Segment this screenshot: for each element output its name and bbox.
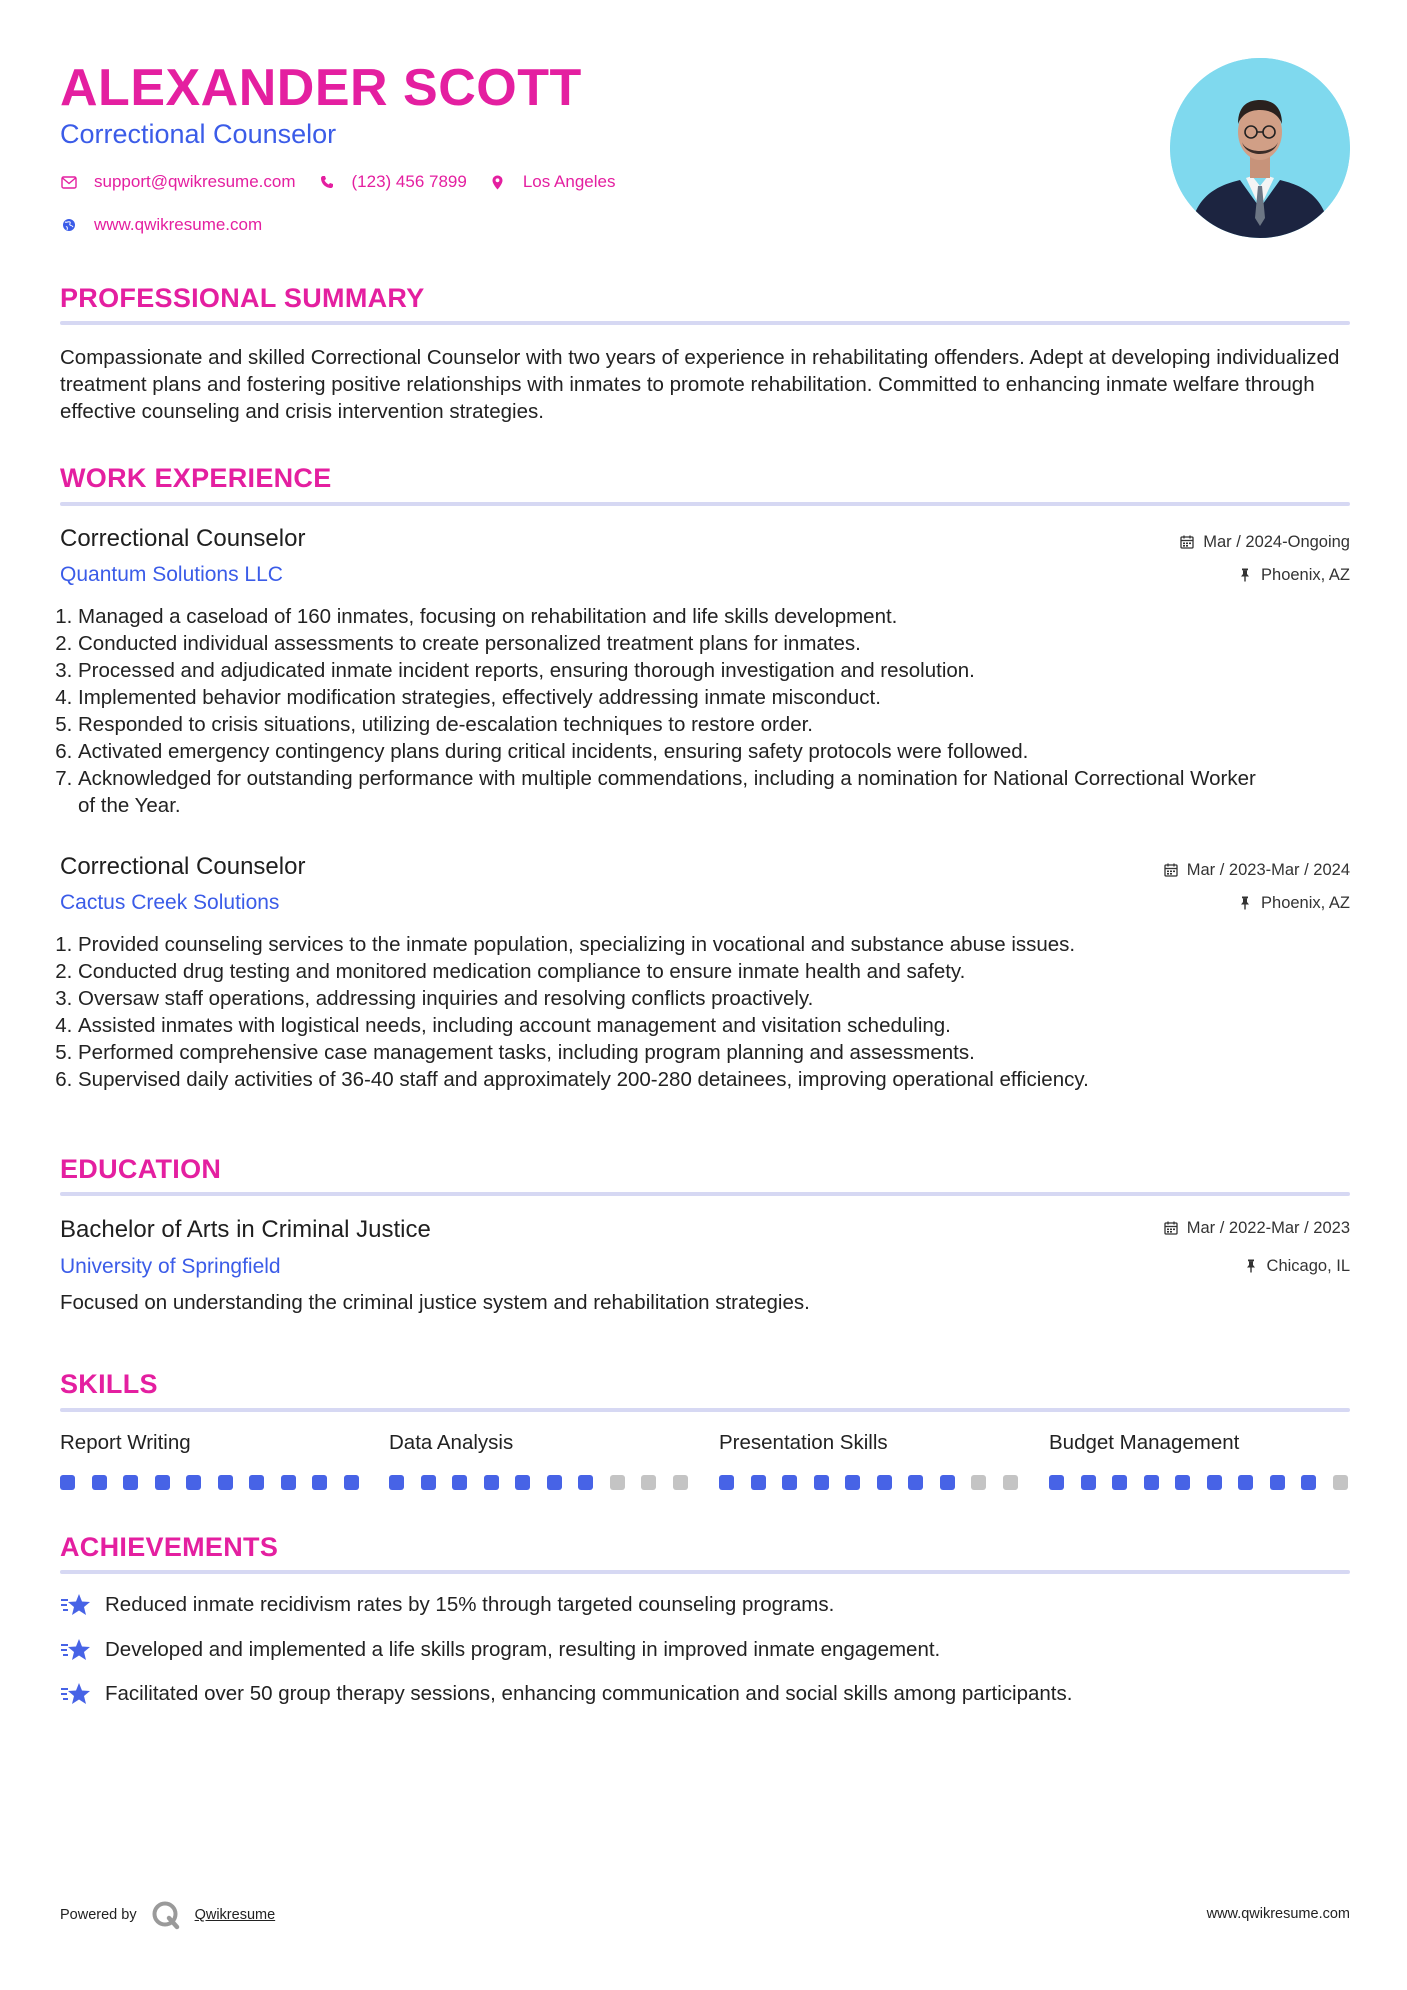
skill-dot-filled [940, 1475, 955, 1490]
achievement-text: Facilitated over 50 group therapy sessions, enhancing communication and social skills among participants. [105, 1682, 1073, 1705]
pushpin-icon [1237, 567, 1253, 583]
skill-name: Report Writing [60, 1431, 191, 1454]
skill-dot-filled [1207, 1475, 1222, 1490]
skill-name: Budget Management [1049, 1431, 1240, 1454]
resume-page [60, 0, 1350, 1990]
skill-dot-filled [344, 1475, 359, 1490]
skill-dot-filled [1112, 1475, 1127, 1490]
candidate-role: Correctional Counselor [60, 119, 337, 149]
skill-dot-filled [782, 1475, 797, 1490]
contact-email[interactable] [60, 172, 296, 192]
location-text: Los Angeles [522, 172, 616, 191]
skill-dot-filled [155, 1475, 170, 1490]
candidate-name: ALEXANDER SCOTT [60, 59, 582, 117]
star-icon [60, 1636, 92, 1664]
skill-level [389, 1475, 704, 1490]
skill-dot-empty [1003, 1475, 1018, 1490]
skill-dot-filled [389, 1475, 404, 1490]
education-dates [1163, 1220, 1350, 1237]
skill-dot-filled [814, 1475, 829, 1490]
calendar-icon [1179, 534, 1195, 550]
list-item: 3. Oversaw staff operations, addressing inquiries and resolving conflicts proactively. [78, 985, 1368, 1012]
achievement-text: Reduced inmate recidivism rates by 15% through targeted counseling programs. [105, 1593, 835, 1616]
job-company: Cactus Creek Solutions [60, 891, 280, 914]
education-description: Focused on understanding the criminal justice system and rehabilitation strategies. [60, 1291, 810, 1314]
summary-text: Compassionate and skilled Correctional Counselor with two years of experience in rehabilitating offenders. Adept at developing individualized treatment plans and fostering positive relationships with inmates to promote rehabilitation. Committed to enhancing inmate welfare through effective counseling and crisis intervention strategies. [60, 346, 1340, 423]
skill-dot-filled [421, 1475, 436, 1490]
pushpin-icon [1243, 1258, 1259, 1274]
brand-link[interactable]: Qwikresume [194, 1907, 276, 1923]
skill-dot-filled [908, 1475, 923, 1490]
skill-dot-filled [123, 1475, 138, 1490]
list-item: 5. Responded to crisis situations, utilizing de-escalation techniques to restore order. [78, 711, 1368, 738]
skill-dot-filled [1175, 1475, 1190, 1490]
skill-level [60, 1475, 375, 1490]
job-location [1237, 567, 1350, 584]
list-item: 3. Processed and adjudicated inmate incident reports, ensuring thorough investigation and resolution. [78, 657, 1368, 684]
job-dates [1179, 534, 1350, 551]
list-item: 2. Conducted drug testing and monitored medication compliance to ensure inmate health and safety. [78, 958, 1368, 985]
job-title: Correctional Counselor [60, 525, 306, 552]
job-bullets [60, 603, 1368, 819]
footer-powered-by [60, 1900, 275, 1930]
section-divider [60, 1408, 1350, 1412]
school-name: University of Springfield [60, 1255, 281, 1278]
skill-dot-filled [1270, 1475, 1285, 1490]
skill-dot-filled [1238, 1475, 1253, 1490]
skill-name: Data Analysis [389, 1431, 514, 1454]
skill-dot-filled [1081, 1475, 1096, 1490]
skill-item [60, 1433, 360, 1454]
skill-dot-filled [877, 1475, 892, 1490]
section-divider [60, 1570, 1350, 1574]
skill-item [1049, 1433, 1349, 1454]
skill-dot-filled [1144, 1475, 1159, 1490]
achievements-title: ACHIEVEMENTS [60, 1532, 279, 1562]
skill-dot-filled [578, 1475, 593, 1490]
skill-dot-filled [751, 1475, 766, 1490]
powered-by-text: Powered by [60, 1907, 137, 1923]
skill-dot-filled [845, 1475, 860, 1490]
list-item: 4. Assisted inmates with logistical needs, including account management and visitation scheduling. [78, 1012, 1368, 1039]
contact-location [489, 172, 616, 192]
experience-title: WORK EXPERIENCE [60, 463, 332, 493]
skill-dot-filled [452, 1475, 467, 1490]
contact-website[interactable] [60, 215, 262, 235]
skill-dot-filled [186, 1475, 201, 1490]
contact-phone[interactable] [318, 172, 467, 192]
skill-dot-empty [673, 1475, 688, 1490]
list-item: 5. Performed comprehensive case management tasks, including program planning and assessments. [78, 1039, 1368, 1066]
profile-photo [1170, 58, 1350, 238]
globe-icon [60, 216, 78, 234]
section-divider [60, 1192, 1350, 1196]
job-dates [1163, 862, 1350, 879]
degree-title: Bachelor of Arts in Criminal Justice [60, 1216, 431, 1243]
map-pin-icon [489, 173, 507, 191]
skill-level [1049, 1475, 1364, 1490]
achievement-item [60, 1680, 1072, 1708]
achievement-item [60, 1636, 940, 1664]
list-item: 6. Supervised daily activities of 36-40 staff and approximately 200-280 detainees, improving operational efficiency. [78, 1066, 1368, 1093]
list-item: 2. Conducted individual assessments to create personalized treatment plans for inmates. [78, 630, 1368, 657]
contact-row-web [60, 215, 284, 235]
contact-row [60, 172, 637, 192]
skill-dot-filled [218, 1475, 233, 1490]
list-item: 6. Activated emergency contingency plans during critical incidents, ensuring safety protocols were followed. [78, 738, 1368, 765]
skill-dot-empty [610, 1475, 625, 1490]
job-location [1237, 895, 1350, 912]
skill-dot-filled [719, 1475, 734, 1490]
skill-dot-filled [312, 1475, 327, 1490]
job-title: Correctional Counselor [60, 853, 306, 880]
skill-dot-empty [1333, 1475, 1348, 1490]
summary-title: PROFESSIONAL SUMMARY [60, 283, 425, 313]
skill-item [719, 1433, 1019, 1454]
skill-dot-empty [641, 1475, 656, 1490]
skill-name: Presentation Skills [719, 1431, 888, 1454]
pushpin-icon [1237, 895, 1253, 911]
website-text: www.qwikresume.com [94, 215, 263, 234]
skill-dot-filled [92, 1475, 107, 1490]
achievement-text: Developed and implemented a life skills program, resulting in improved inmate engagement. [105, 1638, 941, 1661]
skill-dot-filled [281, 1475, 296, 1490]
list-item: 7. Acknowledged for outstanding performance with multiple commendations, including a nomination for National Correctional Worker of the Year. [78, 765, 1368, 819]
phone-text: (123) 456 7899 [351, 172, 467, 191]
job-location-text: Phoenix, AZ [1261, 894, 1350, 912]
skill-dot-filled [484, 1475, 499, 1490]
list-item: 1. Managed a caseload of 160 inmates, focusing on rehabilitation and life skills development. [78, 603, 1368, 630]
list-item: 1. Provided counseling services to the inmate population, specializing in vocational and substance abuse issues. [78, 931, 1368, 958]
education-location [1243, 1258, 1350, 1275]
job-dates-text: Mar / 2024-Ongoing [1203, 533, 1350, 551]
education-dates-text: Mar / 2022-Mar / 2023 [1186, 1219, 1350, 1237]
calendar-icon [1163, 1220, 1179, 1236]
footer-website[interactable]: www.qwikresume.com [1206, 1906, 1350, 1922]
calendar-icon [1163, 862, 1179, 878]
mail-icon [60, 173, 78, 191]
list-item: 4. Implemented behavior modification strategies, effectively addressing inmate misconduct. [78, 684, 1368, 711]
section-divider [60, 502, 1350, 506]
job-dates-text: Mar / 2023-Mar / 2024 [1186, 861, 1350, 879]
section-divider [60, 321, 1350, 325]
qwikresume-logo-icon [151, 1900, 181, 1930]
achievement-item [60, 1591, 834, 1619]
skills-title: SKILLS [60, 1369, 158, 1399]
star-icon [60, 1680, 92, 1708]
job-location-text: Phoenix, AZ [1261, 566, 1350, 584]
skill-dot-filled [60, 1475, 75, 1490]
skill-item [389, 1433, 689, 1454]
star-icon [60, 1591, 92, 1619]
job-bullets [60, 931, 1368, 1093]
skill-dot-filled [1301, 1475, 1316, 1490]
email-text: support@qwikresume.com [94, 172, 296, 191]
phone-icon [318, 173, 336, 191]
skill-dot-filled [515, 1475, 530, 1490]
education-location-text: Chicago, IL [1266, 1257, 1350, 1275]
education-title: EDUCATION [60, 1154, 222, 1184]
skill-dot-filled [249, 1475, 264, 1490]
job-company: Quantum Solutions LLC [60, 563, 283, 586]
skill-dot-filled [1049, 1475, 1064, 1490]
skill-dot-filled [547, 1475, 562, 1490]
skill-dot-empty [971, 1475, 986, 1490]
skill-level [719, 1475, 1034, 1490]
